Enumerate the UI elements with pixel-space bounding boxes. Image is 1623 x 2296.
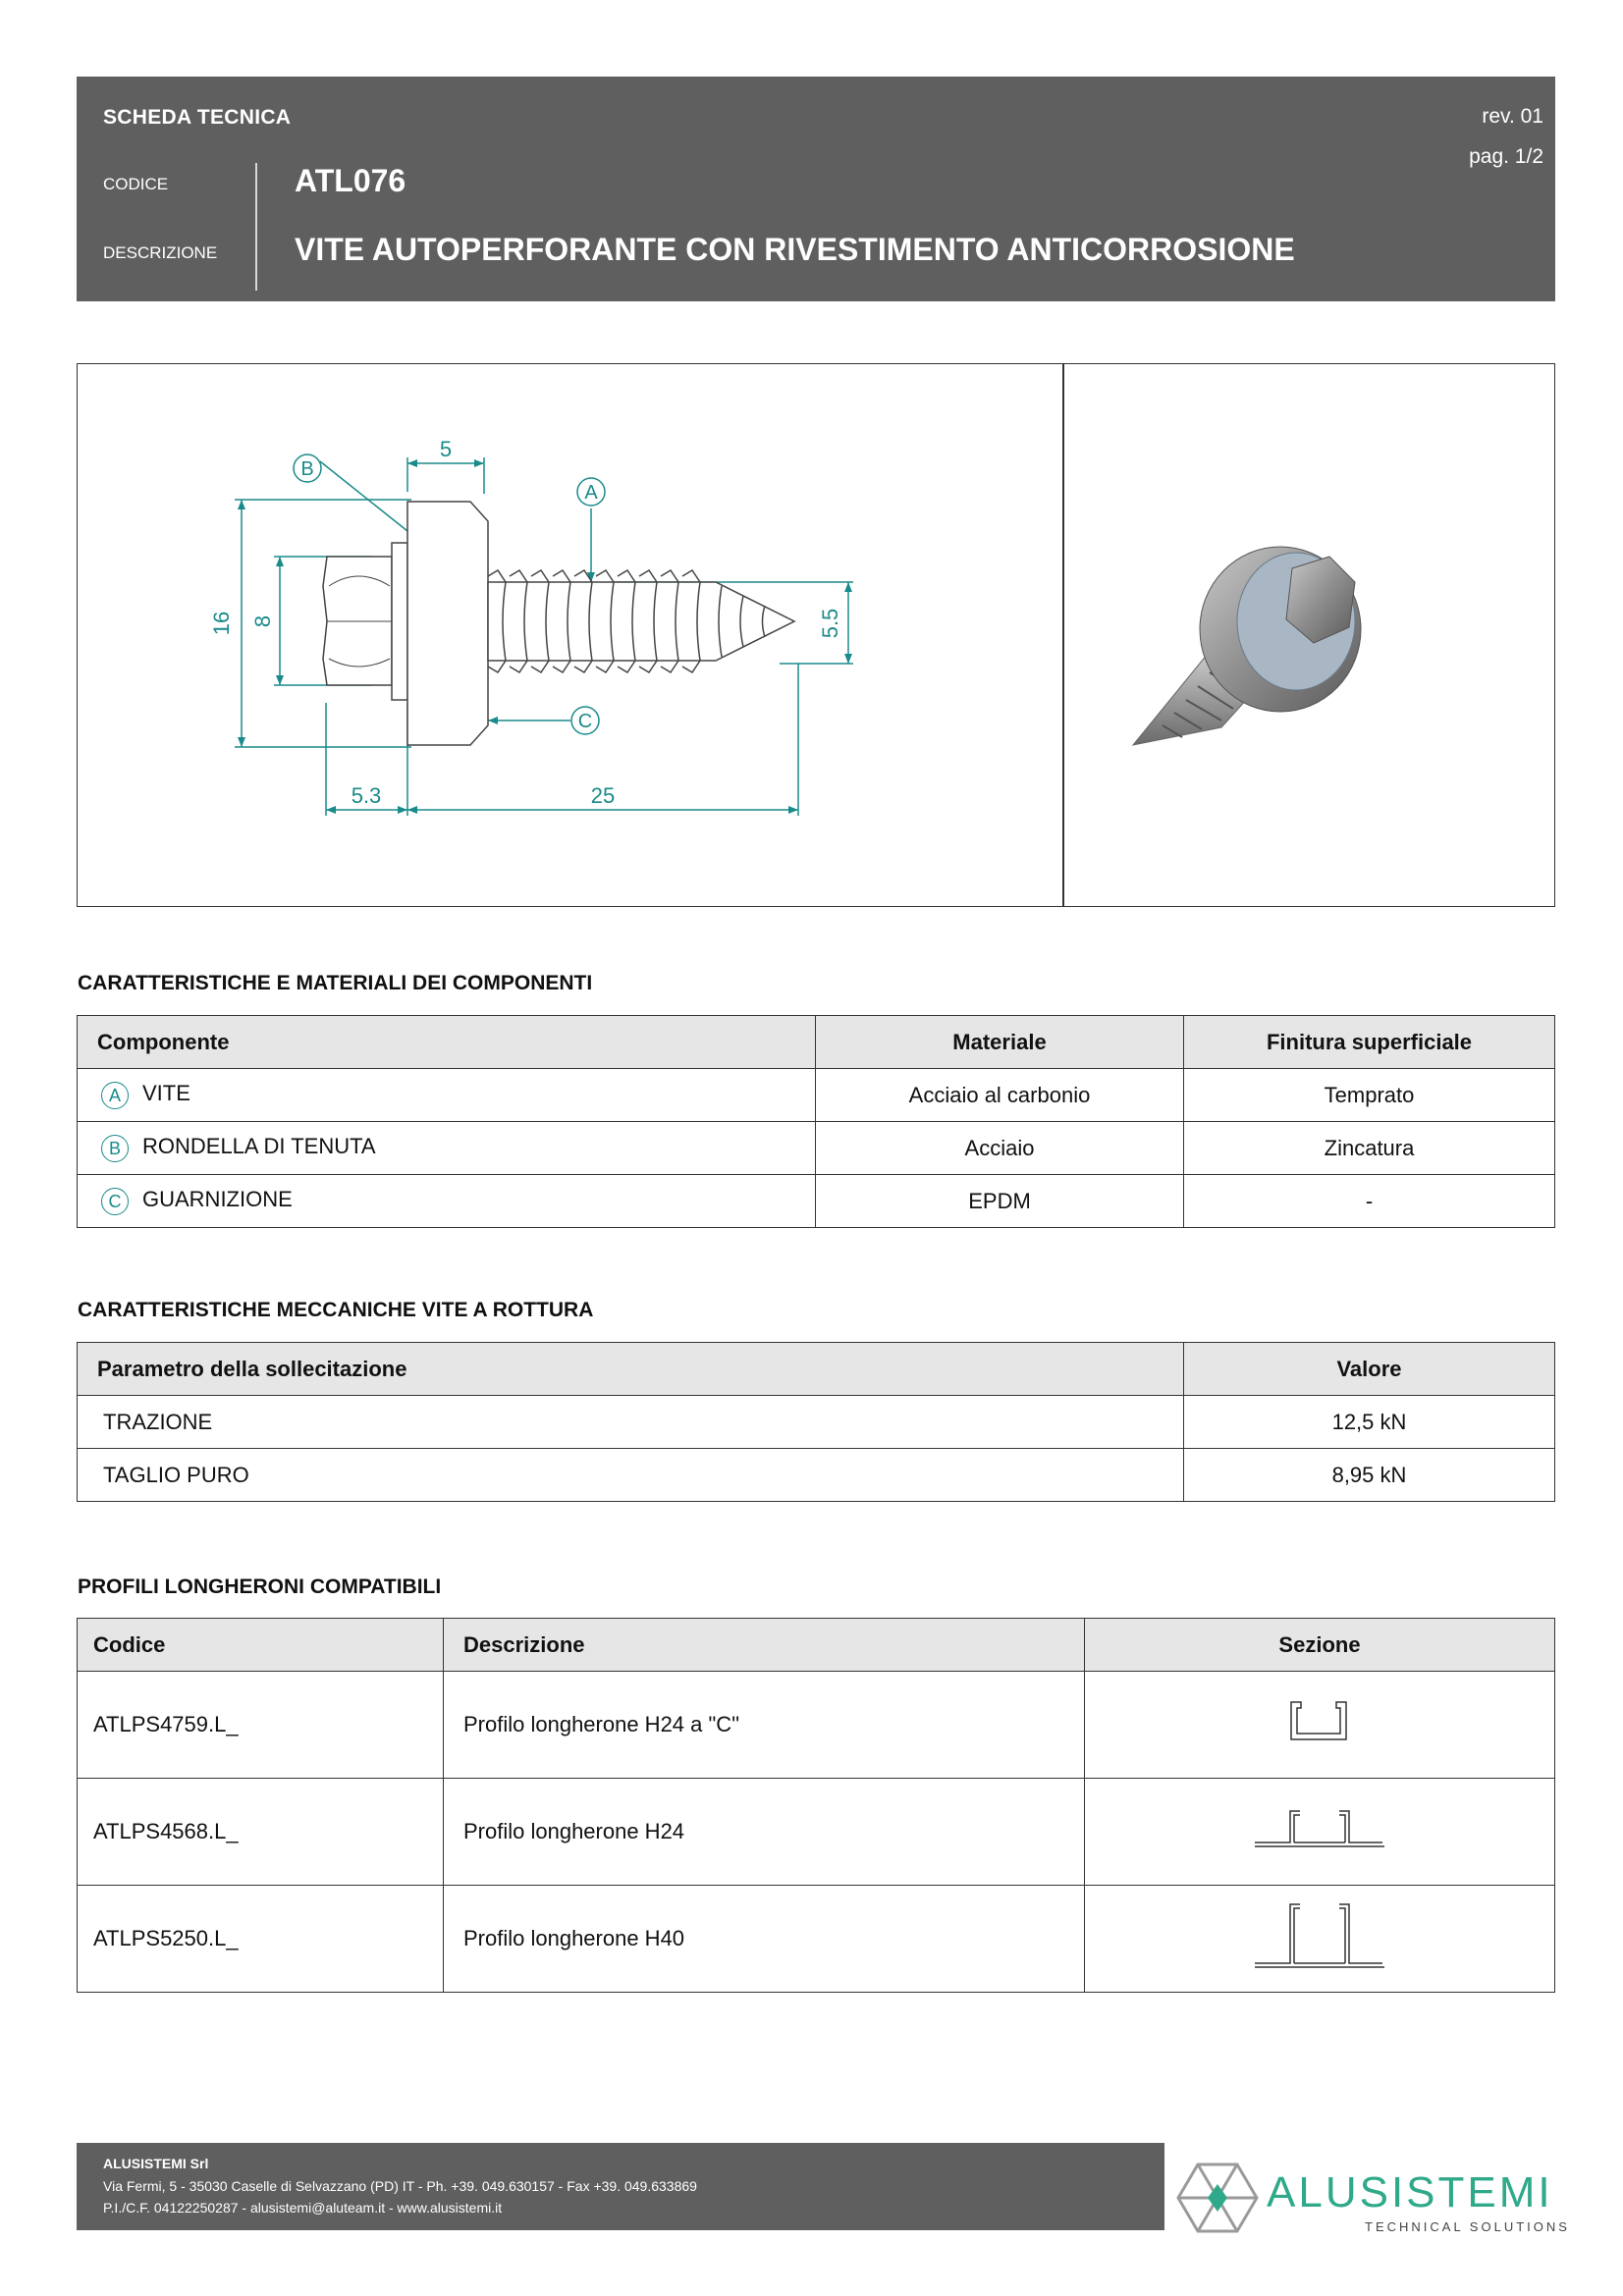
- mechanical-section-title: CARATTERISTICHE MECCANICHE VITE A ROTTURA: [78, 1299, 594, 1321]
- col-header-description: Descrizione: [444, 1619, 1085, 1672]
- component-material: Acciaio al carbonio: [816, 1069, 1184, 1122]
- profile-h40-section-icon: [1251, 1898, 1388, 1973]
- component-finish: -: [1184, 1175, 1555, 1228]
- callout-a: A: [584, 482, 598, 504]
- table-row: [78, 1449, 1555, 1502]
- component-finish: Zincatura: [1184, 1122, 1555, 1175]
- dim-hex-length: 5.3: [351, 783, 382, 808]
- callout-c: C: [577, 711, 593, 732]
- dim-shank-length: 25: [590, 783, 616, 808]
- profile-code: ATLPS5250.L_: [78, 1886, 444, 1993]
- parameter-value: 8,95 kN: [1184, 1449, 1555, 1502]
- callout-b: B: [300, 458, 314, 480]
- revision: rev. 01: [1482, 105, 1543, 128]
- col-header-finish: Finitura superficiale: [1184, 1016, 1555, 1069]
- screw-3d-render: [1064, 364, 1554, 906]
- dim-overall-height: 16: [209, 611, 234, 636]
- table-row: [78, 1122, 1555, 1175]
- code-label: CODICE: [103, 175, 169, 193]
- profiles-table: [77, 1618, 1555, 1993]
- parameter-value: 12,5 kN: [1184, 1396, 1555, 1449]
- logo-name: ALUSISTEMI: [1267, 2168, 1553, 2216]
- component-name: RONDELLA DI TENUTA: [142, 1134, 376, 1159]
- page-number: pag. 1/2: [1469, 145, 1543, 168]
- dim-thread-diameter: 5.5: [818, 608, 842, 639]
- profile-description: Profilo longherone H24 a "C": [444, 1672, 1085, 1779]
- table-row: [78, 1779, 1555, 1886]
- profile-c-section-icon: [1285, 1698, 1354, 1745]
- col-header-code: Codice: [78, 1619, 444, 1672]
- dim-head-width: 5: [439, 437, 453, 461]
- sheet-title: SCHEDA TECNICA: [103, 106, 292, 129]
- profile-section-cell: [1085, 1779, 1555, 1886]
- col-header-value: Valore: [1184, 1343, 1555, 1396]
- parameter-name: TAGLIO PURO: [78, 1449, 1184, 1502]
- company-contacts: P.I./C.F. 04122250287 - alusistemi@aluteam.it - www.alusistemi.it: [103, 2200, 503, 2216]
- profile-section-cell: [1085, 1672, 1555, 1779]
- components-table: [77, 1015, 1555, 1228]
- profile-description: Profilo longherone H24: [444, 1779, 1085, 1886]
- component-name: VITE: [142, 1081, 190, 1106]
- parameter-name: TRAZIONE: [78, 1396, 1184, 1449]
- mechanical-table: [77, 1342, 1555, 1502]
- col-header-parameter: Parametro della sollecitazione: [78, 1343, 1184, 1396]
- profile-h24-section-icon: [1251, 1805, 1388, 1852]
- footer-bar: [77, 2143, 1164, 2230]
- profile-code: ATLPS4759.L_: [78, 1672, 444, 1779]
- mark-badge: C: [101, 1188, 129, 1215]
- col-header-component: Componente: [78, 1016, 816, 1069]
- components-section-title: CARATTERISTICHE E MATERIALI DEI COMPONENTI: [78, 972, 593, 994]
- product-code: ATL076: [295, 163, 406, 198]
- mark-badge: B: [101, 1135, 129, 1162]
- logo-tagline: TECHNICAL SOLUTIONS: [1365, 2219, 1570, 2234]
- component-finish: Temprato: [1184, 1069, 1555, 1122]
- company-name: ALUSISTEMI Srl: [103, 2156, 209, 2171]
- technical-drawing: [78, 364, 1062, 906]
- component-name: GUARNIZIONE: [142, 1187, 293, 1212]
- profiles-section-title: PROFILI LONGHERONI COMPATIBILI: [78, 1575, 442, 1598]
- table-row: [78, 1672, 1555, 1779]
- drawing-panel: [77, 363, 1555, 907]
- component-material: EPDM: [816, 1175, 1184, 1228]
- table-row: [78, 1175, 1555, 1228]
- header-bar: [77, 77, 1555, 301]
- col-header-section: Sezione: [1085, 1619, 1555, 1672]
- profile-code: ATLPS4568.L_: [78, 1779, 444, 1886]
- profile-description: Profilo longherone H40: [444, 1886, 1085, 1993]
- description-label: DESCRIZIONE: [103, 243, 218, 262]
- profile-section-cell: [1085, 1886, 1555, 1993]
- alusistemi-logo: [1168, 2135, 1571, 2238]
- table-row: [78, 1069, 1555, 1122]
- table-row: [78, 1886, 1555, 1993]
- table-row: [78, 1396, 1555, 1449]
- header-divider: [255, 163, 257, 291]
- dim-hex-height: 8: [250, 614, 275, 628]
- company-address: Via Fermi, 5 - 35030 Caselle di Selvazzano (PD) IT - Ph. +39. 049.630157 - Fax +39. 049.633869: [103, 2178, 697, 2194]
- col-header-material: Materiale: [816, 1016, 1184, 1069]
- mark-badge: A: [101, 1082, 129, 1109]
- component-material: Acciaio: [816, 1122, 1184, 1175]
- product-description: VITE AUTOPERFORANTE CON RIVESTIMENTO ANTICORROSIONE: [295, 232, 1295, 267]
